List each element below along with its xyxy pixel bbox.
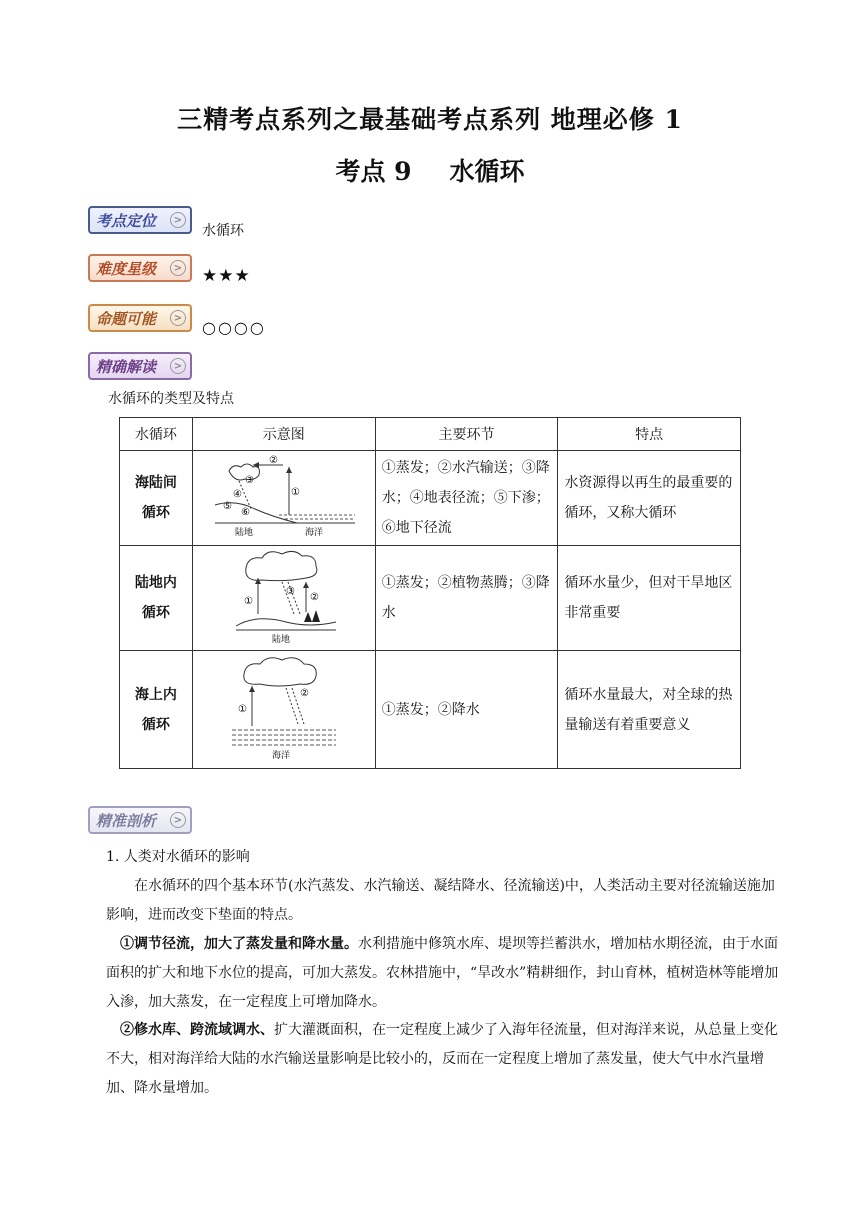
paragraph-2 [106, 930, 786, 1017]
paragraph-3-text: 扩大灌溉面积，在一定程度上减少了入海年径流量，但对海洋来说，从总量上变化不大，相对海洋给大陆的水汽输送量影响是比较小的，反而在一定程度上增加了蒸发量，使大气中水汽量增加、降水量增加。 [106, 1022, 778, 1096]
land-cycle-diagram [192, 546, 375, 651]
header-cell: 水循环 [120, 418, 193, 451]
header-cell: 主要环节 [375, 418, 558, 451]
main-links: ①蒸发；②降水 [375, 651, 558, 769]
arrow-icon: > [170, 358, 186, 374]
section-heading: 1. 人类对水循环的影响 [106, 849, 250, 865]
svg-text:①: ① [243, 596, 253, 607]
topic-value: 水循环 [202, 223, 244, 239]
svg-text:④: ④ [232, 489, 242, 500]
svg-text:③: ③ [285, 586, 295, 597]
paragraph-3 [106, 1016, 786, 1103]
table-row [120, 651, 741, 769]
arrow-icon: > [170, 260, 186, 276]
table-row [120, 451, 741, 546]
paragraph-3-bold: ②修水库、跨流域调水、 [120, 1022, 274, 1038]
svg-text:陆地: 陆地 [271, 635, 290, 644]
feature: 循环水量少，但对干旱地区非常重要 [558, 546, 741, 651]
header-cell: 示意图 [192, 418, 375, 451]
sea-land-cycle-diagram [192, 451, 375, 546]
paragraph-1: 在水循环的四个基本环节(水汽蒸发、水汽输送、凝结降水、径流输送)中，人类活动主要对径流输送施加影响，进而改变下垫面的特点。 [106, 878, 775, 923]
svg-text:①: ① [237, 703, 247, 715]
svg-text:②: ② [309, 592, 319, 603]
badge-analysis: 精准剖析 > [88, 806, 192, 834]
badge-difficulty: 难度星级 > [88, 254, 192, 282]
subtitle-topic-number: 考点 9 [335, 157, 412, 186]
cycle-type: 海陆间 循环 [120, 451, 193, 546]
paragraph-2-text: 水利措施中修筑水库、堤坝等拦蓄洪水，增加枯水期径流，由于水面面积的扩大和地下水位的提高，可加大蒸发。农林措施中，“旱改水”精耕细作，封山育林，植树造林等能增加入渗，加大蒸发，在一定程度上可增加降水。 [106, 936, 779, 1010]
table-header-row [120, 418, 741, 451]
diagram-label-2: ② [268, 455, 278, 466]
main-links: ①蒸发；②水汽输送；③降水；④地表径流；⑤下渗；⑥地下径流 [375, 451, 558, 546]
difficulty-stars: ★★★ [202, 266, 251, 286]
arrow-icon: > [170, 212, 186, 228]
badge-interpretation: 精确解读 > [88, 352, 192, 380]
possibility-circles: ○○○○ [202, 318, 266, 337]
cycle-type: 海上内 循环 [120, 651, 193, 769]
svg-text:⑤: ⑤ [222, 501, 232, 512]
svg-text:③: ③ [244, 475, 254, 486]
page-title: 三精考点系列之最基础考点系列 地理必修 1 [177, 105, 683, 134]
svg-text:海洋: 海洋 [271, 750, 290, 761]
svg-text:海洋: 海洋 [304, 528, 323, 538]
arrow-icon: > [170, 812, 186, 828]
svg-text:②: ② [299, 687, 309, 699]
svg-text:陆地: 陆地 [234, 528, 253, 538]
badge-positioning: 考点定位 > [88, 206, 192, 234]
table-caption: 水循环的类型及特点 [108, 391, 234, 407]
feature: 循环水量最大，对全球的热量输送有着重要意义 [558, 651, 741, 769]
arrow-icon: > [170, 310, 186, 326]
subtitle-topic-name: 水循环 [449, 157, 525, 186]
svg-text:①: ① [290, 487, 300, 498]
table-row [120, 546, 741, 651]
svg-text:⑥: ⑥ [240, 507, 250, 518]
badge-possibility: 命题可能 > [88, 304, 192, 332]
feature: 水资源得以再生的最重要的循环，又称大循环 [558, 451, 741, 546]
main-links: ①蒸发；②植物蒸腾；③降水 [375, 546, 558, 651]
cycle-type: 陆地内 循环 [120, 546, 193, 651]
water-cycle-table [119, 417, 741, 769]
header-cell: 特点 [558, 418, 741, 451]
page-subtitle [0, 152, 860, 188]
paragraph-2-bold: ①调节径流，加大了蒸发量和降水量。 [120, 936, 358, 952]
ocean-cycle-diagram [192, 651, 375, 769]
